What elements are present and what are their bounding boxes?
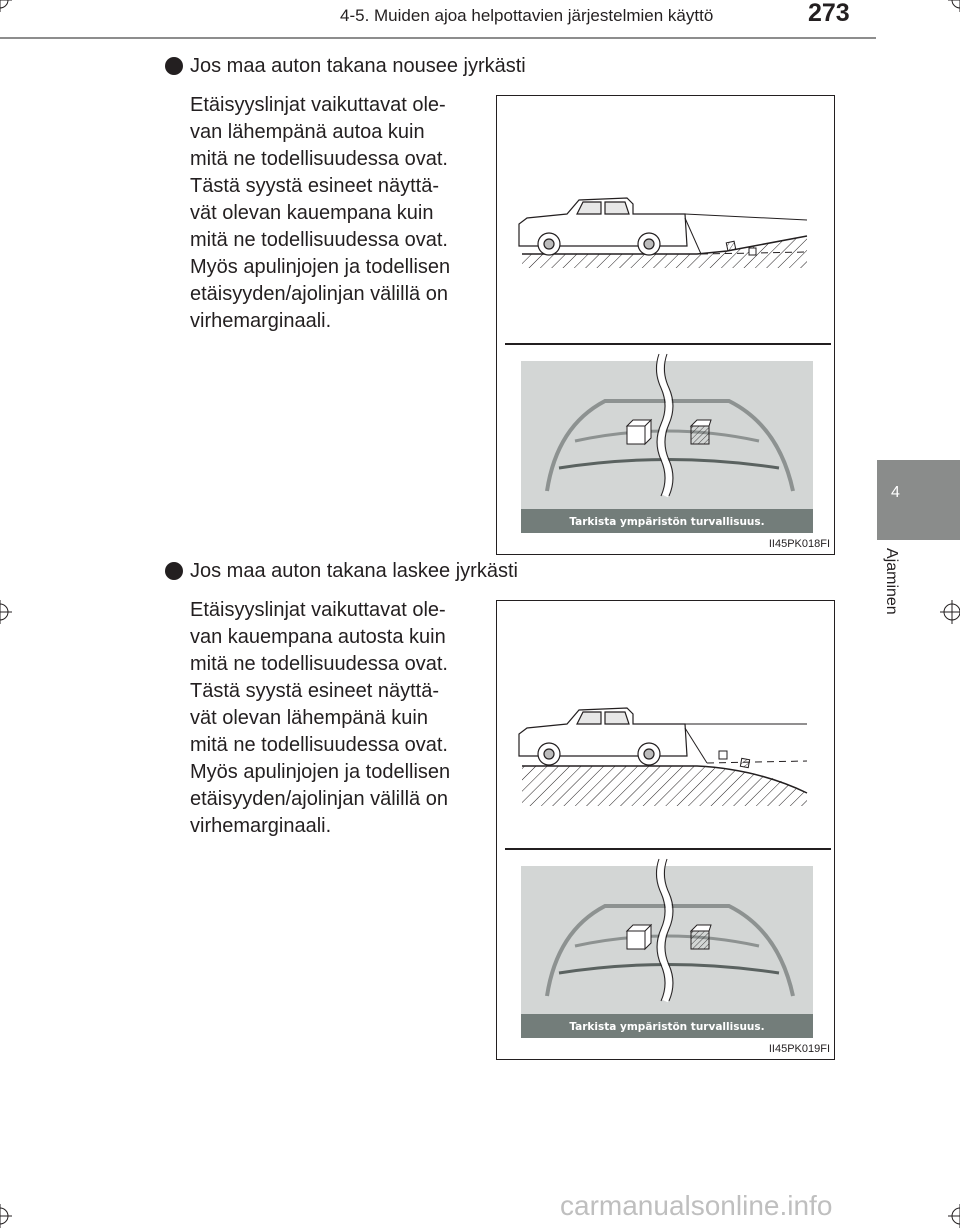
figure-code: II45PK018FI bbox=[768, 538, 830, 550]
figure-downhill bbox=[496, 600, 835, 1060]
paragraph-line: virhemarginaali. bbox=[190, 815, 332, 837]
paragraph-line: mitä ne todellisuudessa ovat. bbox=[190, 734, 448, 756]
paragraph-line: mitä ne todellisuudessa ovat. bbox=[190, 653, 448, 675]
crop-mark-icon bbox=[0, 0, 12, 12]
uphill-illustration bbox=[497, 96, 836, 556]
chapter-number: 4 bbox=[891, 484, 900, 501]
truck-icon bbox=[519, 198, 687, 255]
screen-message: Tarkista ympäristön turvallisuus. bbox=[569, 516, 765, 528]
downhill-illustration bbox=[497, 601, 836, 1061]
watermark: carmanualsonline.info bbox=[560, 1190, 833, 1221]
paragraph-line: Tästä syystä esineet näyttä- bbox=[190, 175, 440, 197]
bullet-icon bbox=[165, 562, 183, 580]
paragraph-line: virhemarginaali. bbox=[190, 310, 332, 332]
paragraph-line: Etäisyyslinjat vaikuttavat ole- bbox=[190, 94, 446, 116]
section-paragraph bbox=[190, 92, 476, 335]
paragraph-line: etäisyyden/ajolinjan välillä on bbox=[190, 283, 448, 305]
figure-uphill bbox=[496, 95, 835, 555]
section-heading: Jos maa auton takana nousee jyrkästi bbox=[190, 55, 526, 77]
paragraph-line: van kauempana autosta kuin bbox=[190, 626, 446, 648]
paragraph-line: vät olevan kauempana kuin bbox=[190, 202, 434, 224]
bullet-icon bbox=[165, 57, 183, 75]
crop-mark-icon bbox=[940, 600, 960, 624]
paragraph-line: Myös apulinjojen ja todellisen bbox=[190, 761, 451, 783]
page-number: 273 bbox=[808, 0, 850, 27]
figure-code: II45PK019FI bbox=[768, 1043, 830, 1055]
crop-mark-icon bbox=[0, 600, 12, 624]
paragraph-line: etäisyyden/ajolinjan välillä on bbox=[190, 788, 448, 810]
crop-mark-icon bbox=[0, 1204, 12, 1228]
paragraph-line: vät olevan lähempänä kuin bbox=[190, 707, 428, 729]
paragraph-line: mitä ne todellisuudessa ovat. bbox=[190, 148, 448, 170]
paragraph-line: van lähempänä autoa kuin bbox=[190, 121, 425, 143]
section-title: 4-5. Muiden ajoa helpottavien järjestelmien käyttö bbox=[340, 6, 714, 25]
header-divider bbox=[0, 37, 876, 39]
chapter-label: Ajaminen bbox=[883, 548, 900, 615]
section-paragraph bbox=[190, 597, 476, 840]
paragraph-line: Etäisyyslinjat vaikuttavat ole- bbox=[190, 599, 446, 621]
paragraph-line: mitä ne todellisuudessa ovat. bbox=[190, 229, 448, 251]
section-heading: Jos maa auton takana laskee jyrkästi bbox=[190, 560, 518, 582]
paragraph-line: Myös apulinjojen ja todellisen bbox=[190, 256, 451, 278]
crop-mark-icon bbox=[948, 0, 960, 12]
screen-message: Tarkista ympäristön turvallisuus. bbox=[569, 1021, 765, 1033]
paragraph-line: Tästä syystä esineet näyttä- bbox=[190, 680, 440, 702]
crop-mark-icon bbox=[948, 1204, 960, 1228]
truck-icon bbox=[519, 708, 687, 765]
